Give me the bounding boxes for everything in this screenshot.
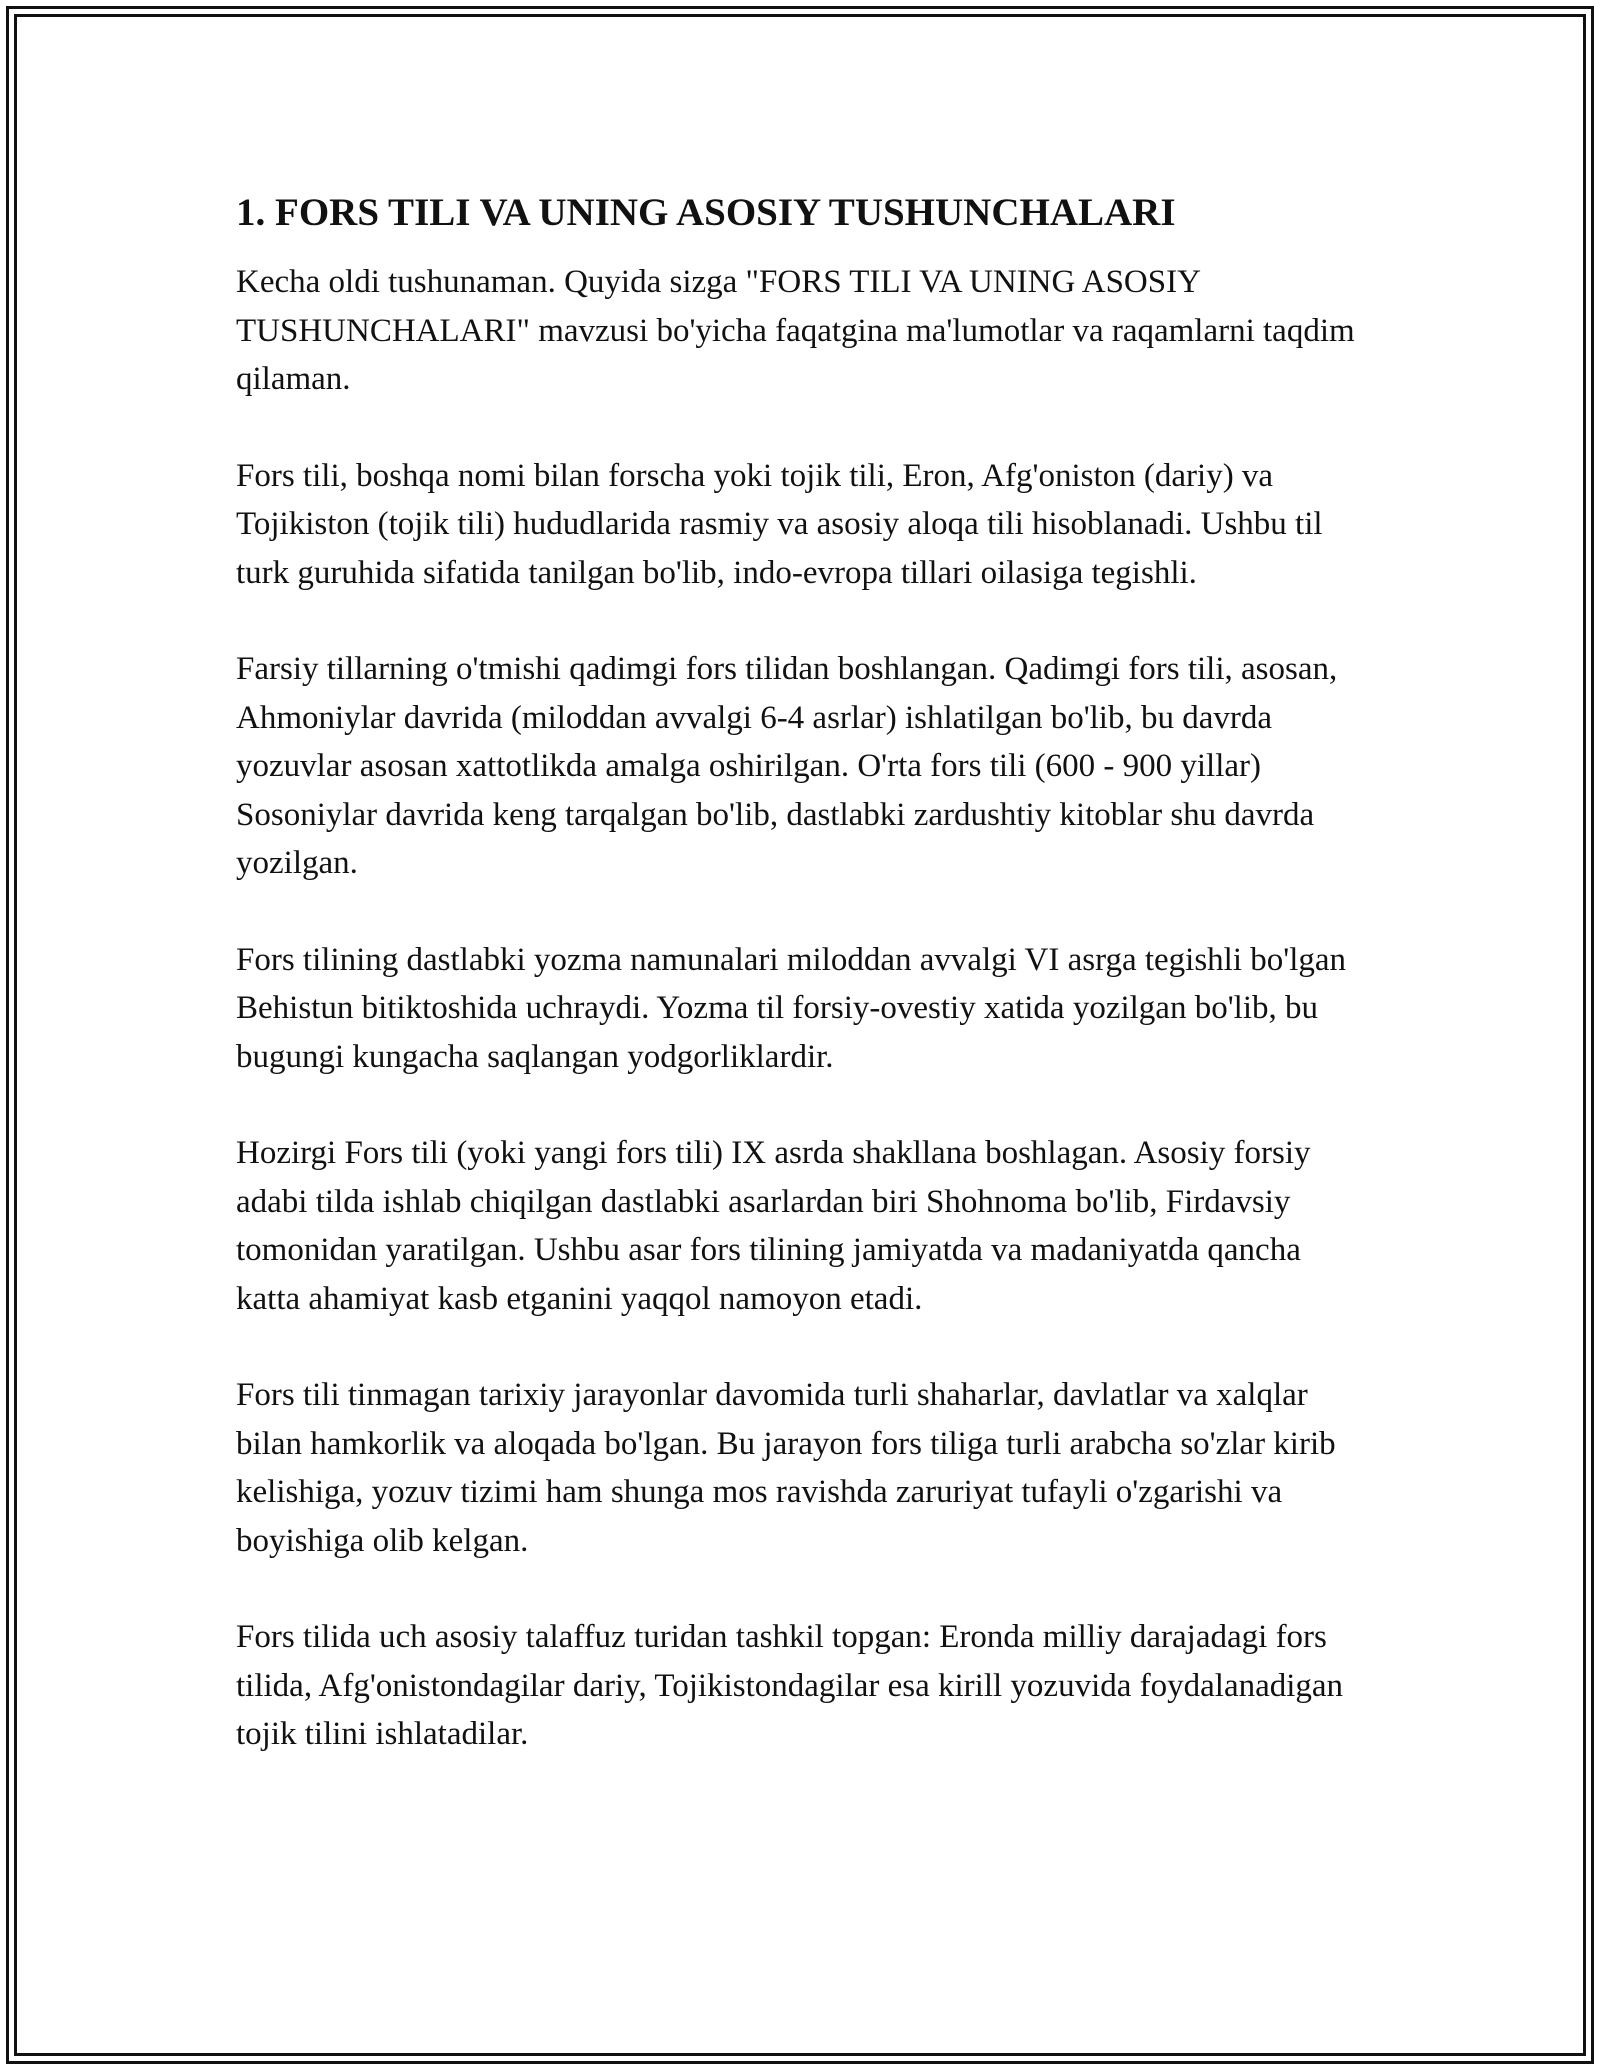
paragraph-history: Farsiy tillarning o'tmishi qadimgi fors tilidan boshlangan. Qadimgi fors tili, asosan, Ahmoniylar davrida (miloddan avvalgi 6-4 asrlar) ishlatilgan bo'lib, bu davrda yozuvlar asosan xattotlikda amalga oshirilgan. O'rta fors tili (600 - 900 yillar) Sosoniylar davrida keng tarqalgan bo'lib, dastlabki zardushtiy kitoblar shu davrda yozilgan. <box>236 651 1338 881</box>
paragraph-intro: Kecha oldi tushunaman. Quyida sizga "FORS TILI VA UNING ASOSIY TUSHUNCHALARI" mavzusi bo'yicha faqatgina ma'lumotlar va raqamlarni taqdim qilaman. <box>236 264 1355 397</box>
paragraph-written-samples: Fors tilining dastlabki yozma namunalari miloddan avvalgi VI asrga tegishli bo'lgan Behistun bitiktoshida uchraydi. Yozma til forsiy-ovestiy xatida yozilgan bo'lib, bu bugungi kungacha saqlangan yodgorliklardir. <box>236 941 1347 1075</box>
paragraph-definition: Fors tili, boshqa nomi bilan forscha yoki tojik tili, Eron, Afg'oniston (dariy) va Tojikiston (tojik tili) hududlarida rasmiy va asosiy aloqa tili hisoblanadi. Ushbu til turk guruhida sifatida tanilgan bo'lib, indo-evropa tillari oilasiga tegishli. <box>236 457 1323 591</box>
paragraph-contacts: Fors tili tinmagan tarixiy jarayonlar davomida turli shaharlar, davlatlar va xalqlar bilan hamkorlik va aloqada bo'lgan. Bu jarayon fors tiliga turli arabcha so'zlar kirib kelishiga, yozuv tizimi ham shunga mos ravishda zaruriyat tufayli o'zgarishi va boyishiga olib kelgan. <box>236 1377 1336 1559</box>
paragraph-modern-persian: Hozirgi Fors tili (yoki yangi fors tili) IX asrda shakllana boshlagan. Asosiy forsiy adabi tilda ishlab chiqilgan dastlabki asarlardan biri Shohnoma bo'lib, Firdavsiy tomonidan yaratilgan. Ushbu asar fors tilining jamiyatda va madaniyatda qancha katta ahamiyat kasb etganini yaqqol namoyon etadi. <box>236 1135 1311 1317</box>
paragraph-varieties: Fors tilida uch asosiy talaffuz turidan tashkil topgan: Eronda milliy darajadagi fors tilida, Afg'onistondagilar dariy, Tojikistondagilar esa kirill yozuvida foydalanadigan tojik tilini ishlatadilar. <box>236 1619 1344 1752</box>
document-body <box>236 186 1366 1807</box>
document-title: 1. FORS TILI VA UNING ASOSIY TUSHUNCHALARI <box>236 191 1176 234</box>
